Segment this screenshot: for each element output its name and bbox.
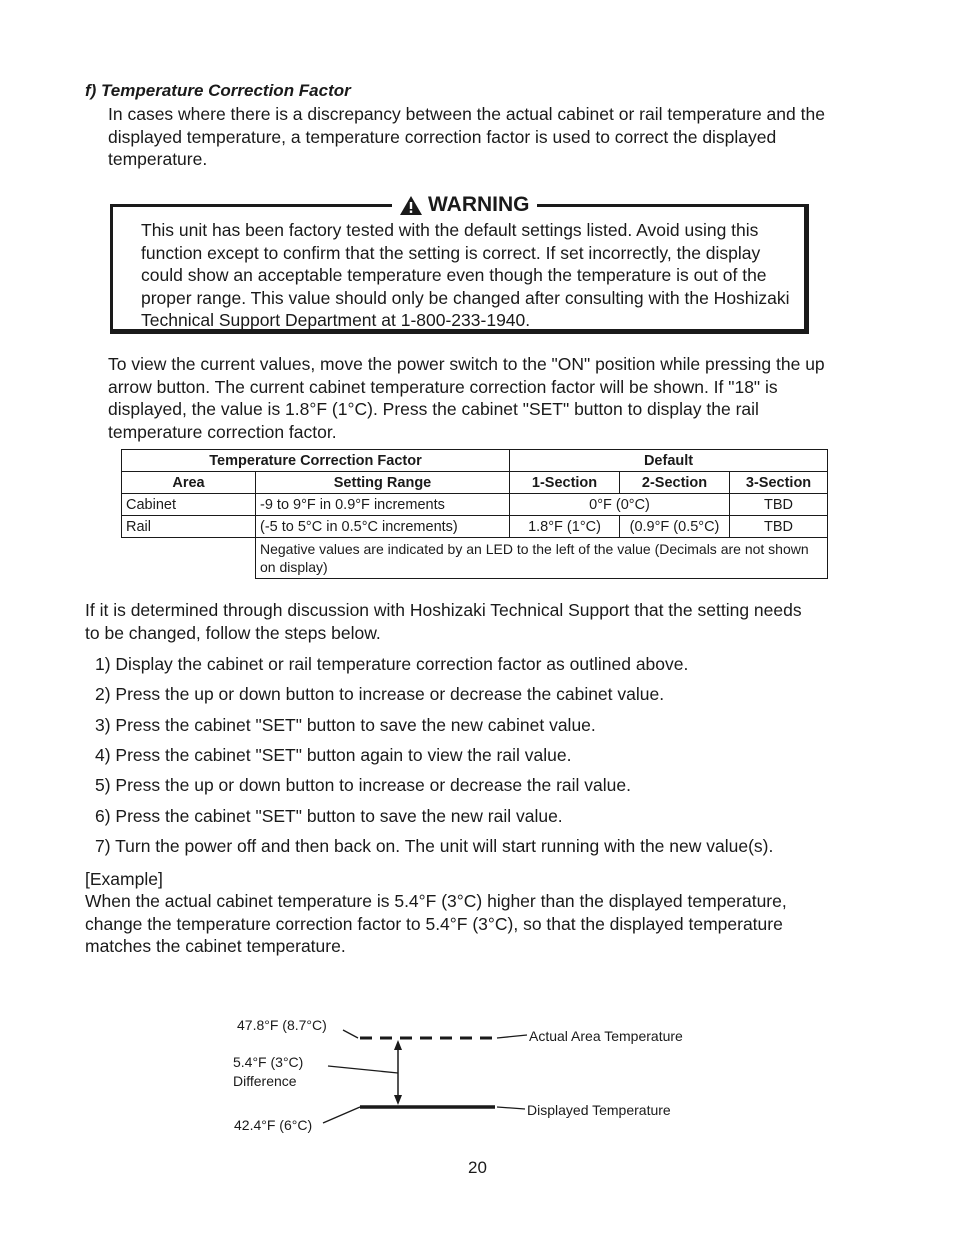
step-item: 3) Press the cabinet "SET" button to save the new cabinet value. — [95, 715, 596, 735]
actual-area-temperature-label: Actual Area Temperature — [529, 1028, 683, 1044]
table-column-header: Setting Range — [256, 472, 510, 494]
difference-label: Difference — [233, 1073, 297, 1089]
table-column-header: 1-Section — [510, 472, 620, 494]
intro-paragraph: In cases where there is a discrepancy between the actual cabinet or rail temperature and the displayed temperature, a temperature correction factor is used to correct the displayed temperature. — [108, 104, 825, 169]
table-group-header: Default — [510, 450, 828, 472]
table-cell-default: 0°F (0°C) — [510, 494, 730, 516]
table-row — [122, 516, 828, 538]
correction-factor-table — [121, 449, 828, 579]
difference-value-label: 5.4°F (3°C) — [233, 1054, 304, 1070]
table-column-header: Area — [122, 472, 256, 494]
section-heading: f) Temperature Correction Factor — [85, 81, 351, 100]
table-column-header: 2-Section — [620, 472, 730, 494]
table-cell-section3: TBD — [730, 516, 828, 538]
table-column-header: 3-Section — [730, 472, 828, 494]
table-note: Negative values are indicated by an LED to the left of the value (Decimals are not shown on display) — [256, 538, 828, 579]
table-cell-range: (-5 to 5°C in 0.5°C increments) — [256, 516, 510, 538]
step-item: 5) Press the up or down button to increase or decrease the rail value. — [95, 775, 631, 795]
upper-leader-line — [343, 1030, 358, 1038]
warning-title-text: WARNING — [428, 193, 530, 216]
table-cell-section2: (0.9°F (0.5°C) — [620, 516, 730, 538]
table-note-row — [122, 538, 828, 579]
displayed-temperature-label: Displayed Temperature — [527, 1102, 671, 1118]
displayed-leader-line — [497, 1107, 525, 1109]
table-row — [122, 494, 828, 516]
table-group-header-row — [122, 450, 828, 472]
table-cell-range: -9 to 9°F in 0.9°F increments — [256, 494, 510, 516]
step-item: 7) Turn the power off and then back on. The unit will start running with the new value(s). — [95, 836, 774, 856]
example-text: When the actual cabinet temperature is 5.4°F (3°C) higher than the displayed temperature, change the temperature correction factor to 5.4°F (3°C), so that the displayed temperature matches the cabinet temperature. — [85, 891, 787, 956]
warning-title — [392, 193, 537, 217]
table-cell-area: Cabinet — [122, 494, 256, 516]
table-cell-section1: 1.8°F (1°C) — [510, 516, 620, 538]
warning-triangle-icon — [399, 195, 423, 216]
lower-temperature-label: 42.4°F (6°C) — [234, 1117, 313, 1133]
step-item: 6) Press the cabinet "SET" button to save the new rail value. — [95, 806, 563, 826]
example-label: [Example] — [85, 869, 163, 889]
upper-temperature-label: 47.8°F (8.7°C) — [237, 1017, 327, 1033]
step-item: 1) Display the cabinet or rail temperature correction factor as outlined above. — [95, 654, 689, 674]
table-cell-section3: TBD — [730, 494, 828, 516]
difference-leader-line — [328, 1066, 398, 1073]
arrow-up-icon — [394, 1040, 402, 1050]
step-item: 4) Press the cabinet "SET" button again to view the rail value. — [95, 745, 572, 765]
table-cell-area: Rail — [122, 516, 256, 538]
table-empty-cell — [122, 538, 256, 579]
step-item: 2) Press the up or down button to increase or decrease the cabinet value. — [95, 684, 665, 704]
view-instructions: To view the current values, move the power switch to the "ON" position while pressing the up arrow button. The current cabinet temperature correction factor will be shown. If "18" is displayed, the value is 1.8°F (1°C). Press the cabinet "SET" button to display the rail temperature correction factor. — [108, 354, 825, 442]
warning-text: This unit has been factory tested with the default settings listed. Avoid using this function except to confirm that the setting is correct. If set incorrectly, the display could show an acceptable temperature even though the temperature is out of the proper range. This value should only be changed after consulting with the Hoshizaki Technical Support Department at 1-800-233-1940. — [141, 220, 790, 330]
change-instructions: If it is determined through discussion with Hoshizaki Technical Support that the setting needs to be changed, follow the steps below. — [85, 600, 802, 643]
arrow-down-icon — [394, 1095, 402, 1105]
table-group-header: Temperature Correction Factor — [122, 450, 510, 472]
lower-leader-line — [323, 1107, 360, 1123]
page-number: 20 — [468, 1158, 487, 1177]
table-header-row — [122, 472, 828, 494]
actual-leader-line — [497, 1035, 527, 1038]
